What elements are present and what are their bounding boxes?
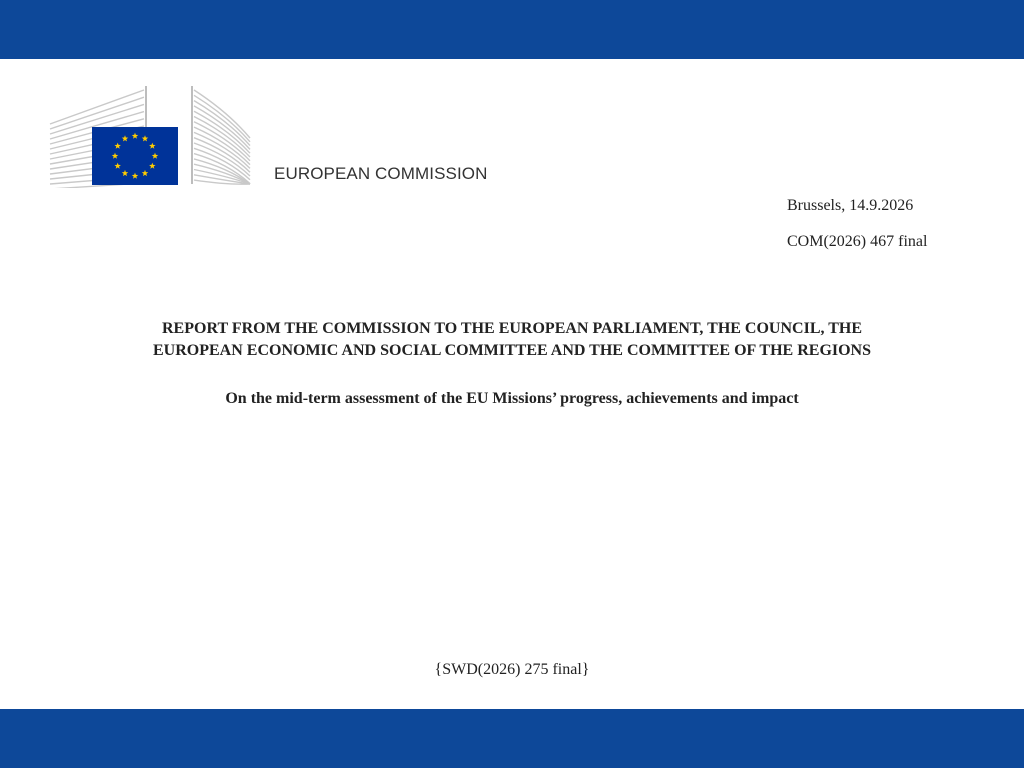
title-line-2: EUROPEAN ECONOMIC AND SOCIAL COMMITTEE AND THE COMMITTEE OF THE REGIONS	[152, 342, 872, 359]
staff-working-document-reference: {SWD(2026) 275 final}	[434, 661, 590, 678]
place-and-date: Brussels, 14.9.2026	[787, 197, 914, 214]
logo-building-line	[50, 97, 144, 129]
logo-building-line	[194, 101, 250, 146]
document-title	[40, 318, 984, 362]
logo-building-line	[194, 95, 250, 142]
logo-building-right	[192, 86, 250, 184]
bottom-blue-band	[0, 709, 1024, 768]
document-subtitle: On the mid-term assessment of the EU Missions’ progress, achievements and impact	[225, 390, 799, 407]
top-blue-band	[0, 0, 1024, 59]
document-reference: COM(2026) 467 final	[787, 233, 928, 250]
european-commission-logo-icon	[48, 84, 254, 188]
title-line-1: REPORT FROM THE COMMISSION TO THE EUROPEAN PARLIAMENT, THE COUNCIL, THE	[162, 320, 862, 337]
organization-name: EUROPEAN COMMISSION	[274, 164, 488, 183]
